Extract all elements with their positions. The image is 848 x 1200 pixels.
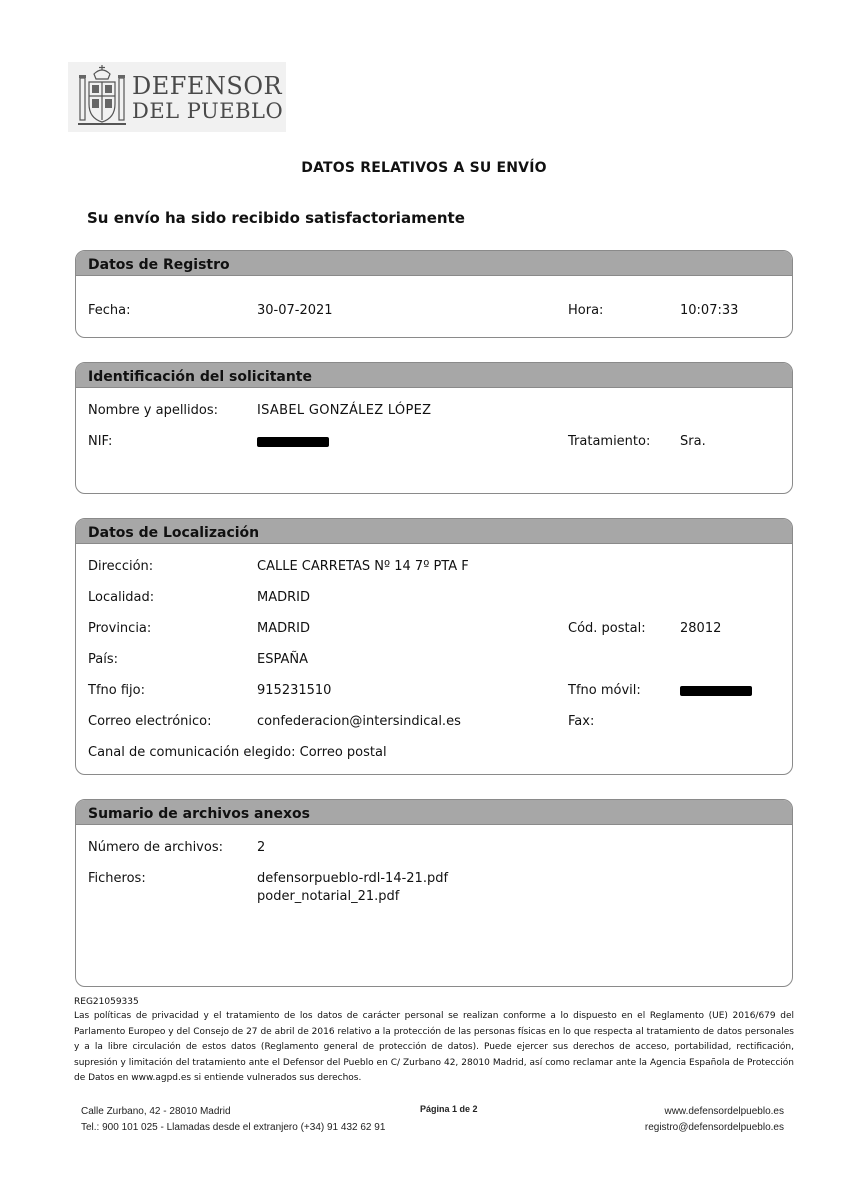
cod-postal-label: Cód. postal: [568,621,646,636]
fichero-item: poder_notarial_21.pdf [257,889,400,904]
logo-line-1: DEFENSOR [132,72,283,100]
section-title: Datos de Localización [88,525,260,541]
pais-label: País: [88,652,118,667]
hora-label: Hora: [568,303,604,318]
direccion-label: Dirección: [88,559,154,574]
ficheros-label: Ficheros: [88,871,146,886]
canal-comunicacion: Canal de comunicación elegido: Correo postal [88,745,387,760]
section-title: Sumario de archivos anexos [88,806,310,822]
tfno-movil-label: Tfno móvil: [568,683,641,698]
defensor-del-pueblo-logo [68,62,286,132]
fichero-item: defensorpueblo-rdl-14-21.pdf [257,871,449,886]
localidad-label: Localidad: [88,590,155,605]
nombre-value: ISABEL GONZÁLEZ LÓPEZ [257,403,432,418]
pais-value: ESPAÑA [257,652,308,667]
numero-archivos-value: 2 [257,840,266,855]
privacy-notice: Las políticas de privacidad y el tratamiento de los datos de carácter personal se realizan conforme a lo dispuesto en el Reglamento (UE) 2016/679 del Parlamento Europeo y del Consejo de 27 de abril de 2016 relativo a la protección de las personas físicas en lo que respecta al tratamiento de datos personales y a la libre circulación de estos datos (Reglamento general de protección de datos). Puede ejercer sus derechos de acceso, portabilidad, rectificación, supresión y limitación del tratamiento ante el Defensor del Pueblo en C/ Zurbano 42, 28010 Madrid, así como reclamar ante la Agencia Española de Protección de Datos en www.agpd.es si entiende vulnerados sus derechos. [74,1011,794,1083]
fecha-label: Fecha: [88,303,131,318]
section-header [76,251,792,276]
section-header [76,519,792,544]
registration-reference: REG21059335 [74,997,139,1007]
footer-contact [81,1104,385,1136]
correo-value: confederacion@intersindical.es [257,714,461,729]
coat-of-arms-icon [72,64,132,130]
nif-redacted [257,437,329,447]
cod-postal-value: 28012 [680,621,722,636]
footer-website: www.defensordelpueblo.es [664,1106,784,1117]
footer-phone: Tel.: 900 101 025 - Llamadas desde el extranjero (+34) 91 432 62 91 [81,1122,386,1133]
solicitante-section [75,362,793,494]
fecha-value: 30-07-2021 [257,303,333,318]
page-number: Página 1 de 2 [420,1104,478,1114]
localidad-value: MADRID [257,590,310,605]
tratamiento-label: Tratamiento: [568,434,651,449]
footer-address: Calle Zurbano, 42 - 28010 Madrid [81,1106,231,1117]
hora-value: 10:07:33 [680,303,739,318]
registro-section [75,250,793,338]
logo-line-2: DEL PUEBLO [132,99,284,123]
section-title: Identificación del solicitante [88,369,312,385]
localizacion-section [75,518,793,775]
provincia-label: Provincia: [88,621,152,636]
direccion-value: CALLE CARRETAS Nº 14 7º PTA F [257,559,469,574]
section-title: Datos de Registro [88,257,230,273]
tfno-fijo-label: Tfno fijo: [88,683,145,698]
tfno-movil-redacted [680,686,752,696]
confirmation-message: Su envío ha sido recibido satisfactoriamente [87,209,465,227]
document-title: DATOS RELATIVOS A SU ENVÍO [301,160,547,176]
section-header [76,800,792,825]
anexos-section [75,799,793,987]
nif-label: NIF: [88,434,113,449]
fax-label: Fax: [568,714,595,729]
provincia-value: MADRID [257,621,310,636]
tratamiento-value: Sra. [680,434,706,449]
section-header [76,363,792,388]
numero-archivos-label: Número de archivos: [88,840,223,855]
correo-label: Correo electrónico: [88,714,212,729]
nombre-label: Nombre y apellidos: [88,403,219,418]
tfno-fijo-value: 915231510 [257,683,332,698]
footer-links [550,1104,784,1136]
footer-email: registro@defensordelpueblo.es [644,1122,784,1133]
